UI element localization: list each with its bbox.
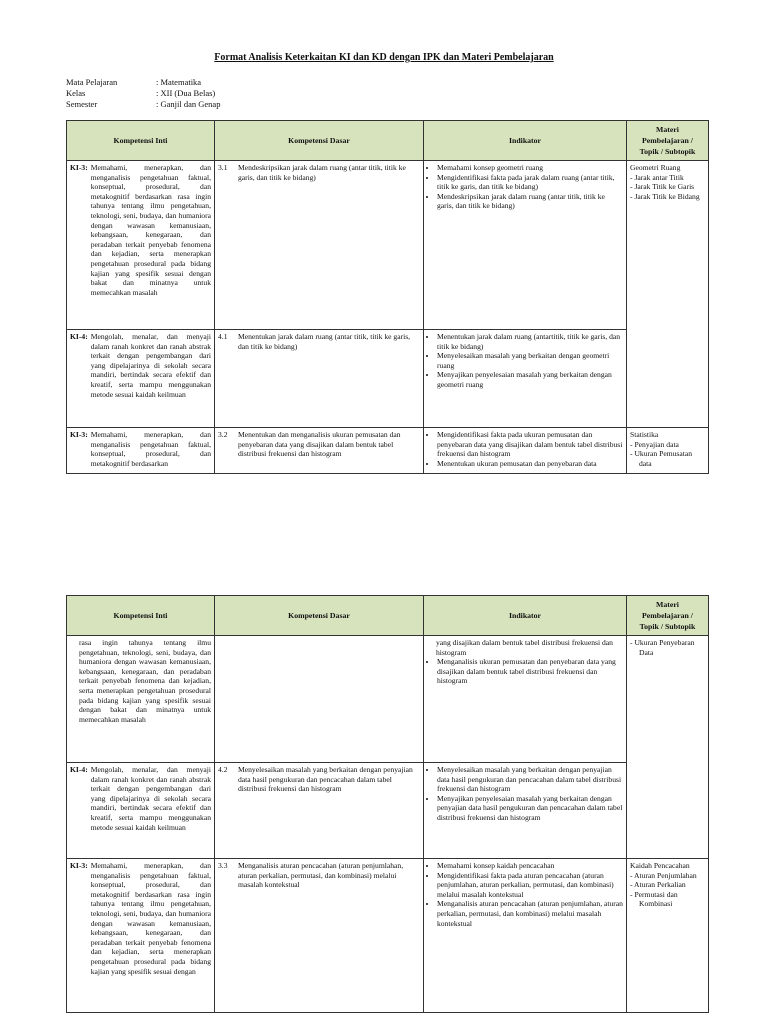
kd-number: 3.1: [218, 163, 228, 172]
materi-title: Statistika: [630, 430, 659, 439]
header-materi: [627, 121, 709, 161]
indikator-cell: [424, 428, 627, 474]
analysis-table-2: [66, 595, 709, 1013]
indikator-item: • Menentukan ukuran pemusatan dan penyebaran data: [437, 459, 623, 469]
indikator-item: • Mengidentifikasi fakta pada aturan pencacahan (aturan penjumlahan, aturan perkalian, permutasi, dan kombinasi) melalui masalah kontekstual: [437, 871, 623, 900]
materi-item: - Jarak Titik ke Garis: [630, 182, 705, 192]
materi-item: - Permutasi dan Kombinasi: [630, 890, 705, 909]
table-row: [67, 636, 709, 763]
table-header-row: [67, 596, 709, 636]
ki-text: Mengolah, menalar, dan menyaji dalam ranah konkret dan ranah abstrak terkait dengan pengembangan dari yang dipelajarinya di sekolah secara mandiri, bertindak secara efektif dan kreatif, serta mampu menggunakan metode sesuai kaidah keilmuan: [90, 332, 211, 399]
indikator-item: • Mengidentifikasi fakta pada jarak dalam ruang (antar titik, titik ke garis, dan titik ke bidang): [437, 173, 623, 192]
table-row: [67, 763, 709, 859]
meta-label: Semester: [66, 99, 98, 109]
meta-label: Kelas: [66, 88, 86, 98]
indikator-item: • Menganalisis ukuran pemusatan dan penyebaran data yang disajikan dalam bentuk tabel distribusi frekuensi dan histogram: [437, 657, 623, 686]
ki-text: Mengolah, menalar, dan menyaji dalam ranah konkret dan ranah abstrak terkait dengan pengembangan dari yang dipelajarinya di sekolah secara mandiri, bertindak secara efektif dan kreatif, serta mampu menggunakan metode sesuai kaidah keilmuan: [90, 765, 211, 832]
indikator-item: • Menyajikan penyelesaian masalah yang berkaitan dengan geometri ruang: [437, 370, 623, 389]
kd-cell: [215, 161, 424, 330]
materi-cell: [627, 859, 709, 1013]
materi-item: - Ukuran Penyebaran Data: [630, 638, 705, 657]
header-materi-line: Pembelajaran /: [642, 611, 693, 620]
kd-cell: [215, 330, 424, 428]
subject-info: [66, 77, 220, 110]
materi-item: - Penyajian data: [630, 440, 705, 450]
ki-cell: [67, 636, 215, 763]
meta-value: : XII (Dua Belas): [156, 88, 216, 98]
ki-text: Memahami, menerapkan, dan menganalisis pengetahuan faktual, konseptual, prosedural, dan metakognitif berdasarkan: [90, 430, 211, 468]
meta-label: Mata Pelajaran: [66, 77, 118, 87]
header-materi-line: Topik / Subtopik: [639, 622, 696, 631]
header-indikator: Indikator: [424, 596, 627, 636]
indikator-item: • Memahami konsep kaidah pencacahan: [437, 861, 623, 871]
header-indikator: Indikator: [424, 121, 627, 161]
indikator-item: • Memahami konsep geometri ruang: [437, 163, 623, 173]
table-header-row: [67, 121, 709, 161]
header-kd: Kompetensi Dasar: [215, 121, 424, 161]
kd-number: 3.3: [218, 861, 228, 870]
indikator-item: • Menyelesaikan masalah yang berkaitan dengan penyajian data hasil pengukuran dan pencacahan dalam tabel distribusi frekuensi dan histogram: [437, 765, 623, 794]
materi-item: - Jarak antar Titik: [630, 173, 705, 183]
header-materi-line: Pembelajaran /: [642, 136, 693, 145]
meta-row-subject: [66, 77, 220, 88]
meta-row-class: [66, 88, 220, 99]
ki-cell: [67, 859, 215, 1013]
ki-cell: [67, 330, 215, 428]
indikator-item: • Menentukan jarak dalam ruang (antartitik, titik ke garis, dan titik ke bidang): [437, 332, 623, 351]
meta-value: : Ganjil dan Genap: [156, 99, 221, 109]
header-materi-line: Materi: [656, 600, 679, 609]
materi-item: - Jarak Titik ke Bidang: [630, 192, 705, 202]
document-title: Format Analisis Keterkaitan KI dan KD dengan IPK dan Materi Pembelajaran: [214, 52, 554, 63]
materi-cell: [627, 161, 709, 428]
indikator-item: • Menganalisis aturan pencacahan (aturan penjumlahan, aturan perkalian, permutasi, dan kombinasi) melalui masalah kontekstual: [437, 899, 623, 928]
indikator-item: • Menyajikan penyelesaian masalah yang berkaitan dengan penyajian data hasil pengukuran dan pencacahan dalam tabel distribusi frekuensi dan histogram: [437, 794, 623, 823]
ki-code: KI-3:: [70, 163, 88, 172]
indikator-item: • Mendeskripsikan jarak dalam ruang (antar titik, titik ke garis, dan titik ke bidang): [437, 192, 623, 211]
materi-cell: [627, 636, 709, 859]
ki-cell: [67, 763, 215, 859]
table-row: [67, 161, 709, 330]
materi-item: - Aturan Penjumlahan: [630, 871, 705, 881]
ki-text: Memahami, menerapkan, dan menganalisis pengetahuan faktual, konseptual, prosedural, dan metakognitif berdasarkan rasa ingin tahunya tentang ilmu pengetahuan, teknologi, seni, budaya, dan humaniora dengan wawasan kemanusiaan, kebangsaan, kenegaraan, dan peradaban terkait penyebab fenomena dan kejadian, serta menerapkan pengetahuan prosedural pada bidang kajian yang spesifik sesuai dengan: [90, 861, 211, 976]
ki-code: KI-4:: [70, 765, 88, 774]
header-materi: [627, 596, 709, 636]
indikator-cell: [424, 859, 627, 1013]
ki-code: KI-3:: [70, 430, 88, 439]
indikator-cell: [424, 161, 627, 330]
ki-cell: [67, 161, 215, 330]
kd-text: Menentukan jarak dalam ruang (antar titik, titik ke garis, dan titik ke bidang): [238, 332, 411, 351]
materi-item: - Ukuran Pemusatan data: [630, 449, 705, 468]
ki-code: KI-3:: [70, 861, 88, 870]
indikator-cell: [424, 330, 627, 428]
materi-cell: [627, 428, 709, 474]
indikator-continued: yang disajikan dalam bentuk tabel distribusi frekuensi dan histogram: [436, 638, 613, 657]
indikator-item: • Menyelesaikan masalah yang berkaitan dengan geometri ruang: [437, 351, 623, 370]
kd-number: 4.1: [218, 332, 228, 341]
kd-text: Mendeskripsikan jarak dalam ruang (antar titik, titik ke garis, dan titik ke bidang): [238, 163, 406, 182]
header-materi-line: Materi: [656, 125, 679, 134]
kd-text: Menganalisis aturan pencacahan (aturan penjumlahan, aturan perkalian, permutasi, dan kombinasi) melalui masalah kontekstual: [238, 861, 404, 890]
kd-number: 4.2: [218, 765, 228, 774]
header-ki: Kompetensi Inti: [67, 596, 215, 636]
kd-cell: [215, 428, 424, 474]
meta-row-semester: [66, 99, 220, 110]
materi-title: Geometri Ruang: [630, 163, 681, 172]
indikator-cell: [424, 636, 627, 763]
materi-item: - Aturan Perkalian: [630, 880, 705, 890]
indikator-item: • Mengidentifikasi fakta pada ukuran pemusatan dan penyebaran data yang disajikan dalam bentuk tabel distribusi frekuensi dan histogram: [437, 430, 623, 459]
table-row: [67, 859, 709, 1013]
kd-cell: [215, 859, 424, 1013]
table-row: [67, 428, 709, 474]
ki-cell: [67, 428, 215, 474]
kd-text: Menentukan dan menganalisis ukuran pemusatan dan penyebaran data yang disajikan dalam bentuk tabel distribusi frekuensi dan histogram: [238, 430, 401, 459]
header-kd: Kompetensi Dasar: [215, 596, 424, 636]
header-ki: Kompetensi Inti: [67, 121, 215, 161]
ki-text: rasa ingin tahunya tentang ilmu pengetahuan, teknologi, seni, budaya, dan humaniora dengan wawasan kemanusiaan, kebangsaan, kenegaraan, dan peradaban terkait penyebab fenomena dan kejadian, serta menerapkan pengetahuan prosedural pada bidang kajian yang spesifik sesuai dengan bakat dan minatnya untuk memecahkan masalah: [79, 638, 211, 724]
kd-number: 3.2: [218, 430, 228, 439]
kd-cell: [215, 763, 424, 859]
ki-code: KI-4:: [70, 332, 88, 341]
ki-text: Memahami, menerapkan, dan menganalisis pengetahuan faktual, konseptual, prosedural, dan metakognitif berdasarkan rasa ingin tahunya tentang ilmu pengetahuan, teknologi, seni, budaya, dan humaniora dengan wawasan kemanusiaan, kebangsaan, kenegaraan, dan peradaban terkait penyebab fenomena dan kejadian, serta menerapkan pengetahuan prosedural pada bidang kajian yang spesifik sesuai dengan bakat dan minatnya untuk memecahkan masalah: [90, 163, 211, 297]
materi-title: Kaidah Pencacahan: [630, 861, 690, 870]
analysis-table-1: [66, 120, 709, 474]
kd-text: Menyelesaikan masalah yang berkaitan dengan penyajian data hasil pengukuran dan pencacahan dalam tabel distribusi frekuensi dan histogram: [238, 765, 413, 794]
meta-value: : Matematika: [156, 77, 202, 87]
table-row: [67, 330, 709, 428]
indikator-cell: [424, 763, 627, 859]
header-materi-line: Topik / Subtopik: [639, 147, 696, 156]
kd-cell: [215, 636, 424, 763]
